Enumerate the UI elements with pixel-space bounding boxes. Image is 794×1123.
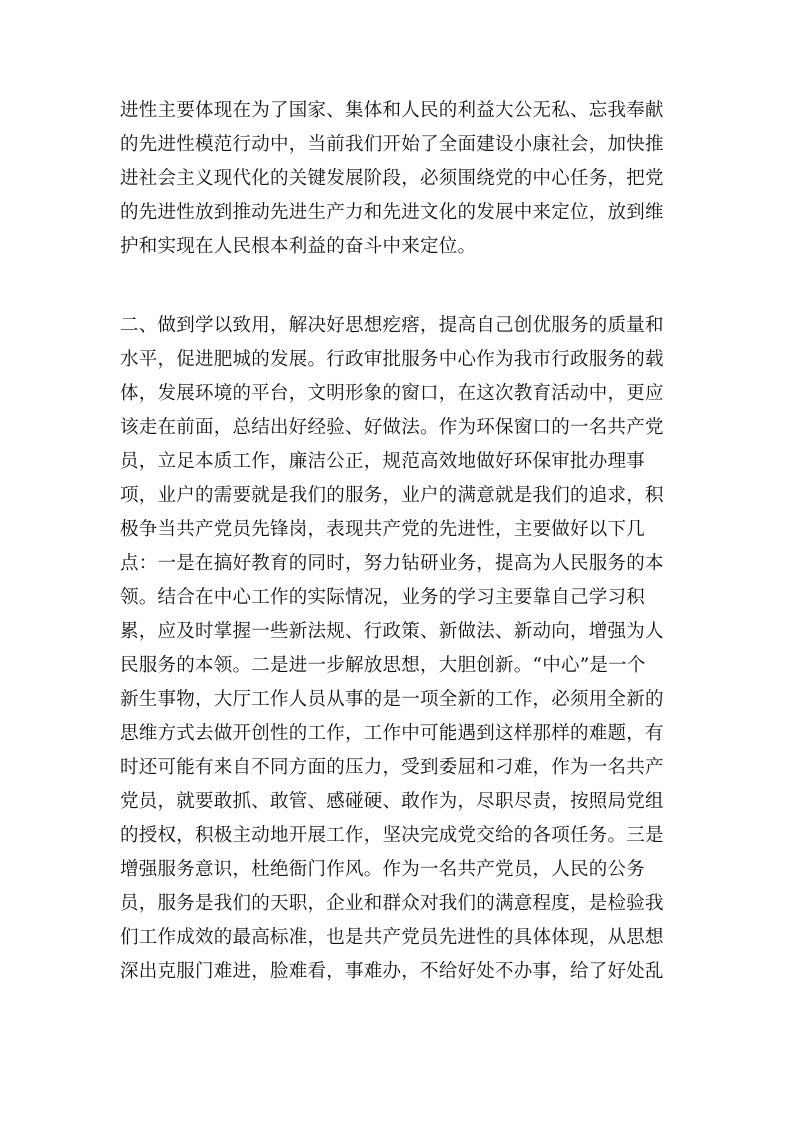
- paragraph-1-line-2: 的先进性模范行动中，当前我们开始了全面建设小康社会，加快推: [120, 134, 664, 155]
- paragraph-2-line-10: 累，应及时掌握一些新法规、行政策、新做法、新动向，增强为人: [120, 621, 664, 642]
- paragraph-2-line-11: 民服务的本领。二是进一步解放思想，大胆创新。“中心”是一个: [120, 655, 646, 676]
- paragraph-2-line-2: 水平，促进肥城的发展。行政审批服务中心作为我市行政服务的载: [120, 349, 664, 370]
- paragraph-2-line-5: 员，立足本质工作，廉洁公正，规范高效地做好环保审批办理事: [120, 451, 646, 472]
- paragraph-2-line-15: 党员，就要敢抓、敢管、感碰硬、敢作为，尽职尽责，按照局党组: [120, 791, 664, 812]
- paragraph-2-line-19: 们工作成效的最高标准，也是共产党员先进性的具体体现，从思想: [120, 927, 664, 948]
- paragraph-1-line-3: 进社会主义现代化的关键发展阶段，必须围绕党的中心任务，把党: [120, 168, 664, 189]
- paragraph-2-line-13: 思维方式去做开创性的工作，工作中可能遇到这样那样的难题，有: [120, 723, 664, 744]
- paragraph-2-line-9: 领。结合在中心工作的实际情况，业务的学习主要靠自己学习积: [120, 587, 646, 608]
- paragraph-1-line-5: 护和实现在人民根本利益的奋斗中来定位。: [120, 236, 477, 257]
- paragraph-2-line-3: 体，发展环境的平台，文明形象的窗口，在这次教育活动中，更应: [120, 383, 664, 404]
- paragraph-2-line-18: 员，服务是我们的天职，企业和群众对我们的满意程度，是检验我: [120, 893, 664, 914]
- paragraph-1-line-4: 的先进性放到推动先进生产力和先进文化的发展中来定位，放到维: [120, 202, 664, 223]
- paragraph-2-line-6: 项，业户的需要就是我们的服务，业户的满意就是我们的追求，积: [120, 485, 664, 506]
- paragraph-2-line-1: 二、做到学以致用，解决好思想疙瘩，提高自己创优服务的质量和: [120, 315, 664, 336]
- paragraph-2-line-7: 极争当共产党员先锋岗，表现共产党的先进性，主要做好以下几: [120, 519, 646, 540]
- paragraph-2-line-12: 新生事物，大厅工作人员从事的是一项全新的工作，必须用全新的: [120, 689, 664, 710]
- paragraph-2-line-4: 该走在前面，总结出好经验、好做法。作为环保窗口的一名共产党: [120, 417, 664, 438]
- paragraph-2-line-8: 点：一是在搞好教育的同时，努力钻研业务，提高为人民服务的本: [120, 553, 664, 574]
- paragraph-2-line-17: 增强服务意识，杜绝衙门作风。作为一名共产党员，人民的公务: [120, 859, 646, 880]
- paragraph-2-line-14: 时还可能有来自不同方面的压力，受到委屈和刁难，作为一名共产: [120, 757, 664, 778]
- paragraph-2-line-16: 的授权，积极主动地开展工作，坚决完成党交给的各项任务。三是: [120, 825, 664, 846]
- paragraph-2-line-20: 深出克服门难进，脸难看，事难办，不给好处不办事，给了好处乱: [120, 961, 664, 982]
- paragraph-1-line-1: 进性主要体现在为了国家、集体和人民的利益大公无私、忘我奉献: [120, 100, 664, 121]
